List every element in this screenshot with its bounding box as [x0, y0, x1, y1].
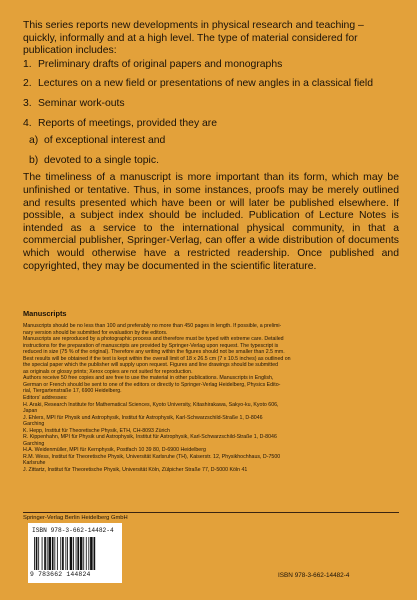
list-text: Preliminary drafts of original papers and monographs — [38, 58, 283, 70]
intro-lead: This series reports new developments in physical research and teaching – quickly, informally and at a high level. The type of material considered for publication includes: — [23, 20, 364, 57]
sub-list-text: devoted to a single topic. — [44, 154, 159, 166]
list-item — [23, 98, 399, 111]
manuscripts-line: Garching — [23, 421, 45, 428]
meeting-conditions-list — [8, 135, 399, 167]
manuscripts-line: Japan — [23, 408, 38, 415]
manuscripts-line: Authors receive 50 free copies and are free to use the material in other publications. Manuscripts in English, — [23, 375, 274, 382]
manuscripts-line: R.M. Wess, Institut für Theoretische Physik, Universität Karlsruhe (TH), Kaiserstr. 12, Physikhochhaus, D-7500 — [23, 453, 281, 460]
list-item — [23, 118, 399, 168]
manuscripts-line: J. Zittartz, Institut für Theoretische Physik, Universität Köln, Zülpicher Straße 77, D-5000 Köln 41 — [23, 467, 248, 474]
manuscripts-line: Manuscripts are reproduced by a photographic process and therefore must be typed with extreme care. Detailed — [23, 336, 284, 343]
manuscripts-text — [23, 323, 401, 474]
manuscripts-heading: Manuscripts — [23, 309, 67, 318]
manuscripts-line: H.A. Weidenmüller, MPI für Kernphysik, Postfach 10 39 80, D-6900 Heidelberg — [23, 447, 206, 454]
list-number: 4. — [23, 117, 32, 129]
manuscripts-line: rial, Tiergartenstraße 17, 6900 Heidelberg. — [23, 388, 122, 395]
manuscripts-line: Editors' addresses: — [23, 395, 68, 402]
series-description — [23, 20, 399, 273]
barcode-digits: 9 783662 144824 — [30, 571, 91, 578]
list-number: 3. — [23, 97, 32, 109]
material-list — [23, 59, 399, 168]
manuscripts-line: Manuscripts should be no less than 100 and preferably no more than 450 pages in length. If possible, a prelimi- — [23, 323, 282, 329]
manuscripts-line: Garching — [23, 440, 45, 447]
manuscripts-line: as originals or glossy prints; Xerox copies are not suited for reproduction. — [23, 368, 193, 375]
list-number: 2. — [23, 78, 32, 90]
list-item — [23, 59, 399, 72]
sub-list-text: of exceptional interest and — [44, 135, 166, 147]
manuscripts-line: K. Hepp, Institut für Theoretische Physik, ETH, CH-8093 Zürich — [23, 427, 170, 434]
list-text: Seminar work-outs — [38, 97, 125, 109]
list-text: Lectures on a new field or presentations of new angles in a classical field — [38, 78, 374, 90]
sub-list-letter: a) — [29, 135, 39, 147]
manuscripts-line: Karlsruhe — [23, 460, 46, 467]
sub-list-item — [29, 155, 399, 168]
barcode-label — [28, 523, 122, 583]
intro-body: The timeliness of a manuscript is more important than its form, which may be unfinished or tentative. Thus, in some instances, proofs may be merely outlined and results presented which have been or will later be published elsewhere. If possible, a subject index should be included. Publication of Lecture Notes is intended as a service to the international physical community, in that a commercial publisher, Springer-Verlag, can offer a wide distribution of documents which would otherwise have a restricted readership. Once published and copyrighted, they may be documented in the scientific literature. — [23, 172, 399, 272]
list-item — [23, 78, 399, 91]
publisher-name: Springer-Verlag Berlin Heidelberg GmbH — [23, 512, 399, 521]
manuscripts-line: the special paper which the publisher will supply upon request. Figures and line drawings should be submitted — [23, 362, 279, 369]
manuscripts-line: J. Ehlers, MPI für Physik und Astrophysik, Institut für Astrophysik, Karl-Schwarzschild-Straße 1, D-8046 — [23, 414, 263, 421]
barcode-icon — [34, 537, 116, 570]
sub-list-letter: b) — [29, 154, 39, 166]
manuscripts-line: H. Araki, Research Institute for Mathematical Sciences, Kyoto University, Kitashirakawa, Sakyo-ku, Kyoto 606, — [23, 401, 279, 408]
manuscripts-line: reduced in size (75 % of the original). Therefore any writing within the figures should not be smaller than 2.5 mm. — [23, 349, 285, 356]
barcode-isbn: ISBN 978-3-662-14482-4 — [32, 527, 114, 534]
list-text: Reports of meetings, provided they are — [38, 117, 218, 129]
manuscripts-line: instructions for the preparation of manuscripts are provided by Springer-Verlag upon request. The typescript is — [23, 342, 279, 349]
manuscripts-line: R. Kippenhahn, MPI für Physik und Astrophysik, Institut für Astrophysik, Karl-Schwarzschild-Straße 1, D-8046 — [23, 434, 277, 441]
sub-list-item — [29, 135, 399, 148]
isbn-number: ISBN 978-3-662-14482-4 — [278, 572, 350, 579]
list-number: 1. — [23, 58, 32, 70]
manuscripts-line: nary version should be submitted for evaluation by the editors. — [23, 329, 168, 336]
manuscripts-line: Best results will be obtained if the text is kept within the overall limit of 18 x 26.5 cm (7 x 10.5 inches) as outlined on — [23, 355, 291, 362]
manuscripts-line: German or French should be sent to one of the editors or directly to Springer-Verlag Heidelberg, Physics Edito- — [23, 381, 281, 388]
